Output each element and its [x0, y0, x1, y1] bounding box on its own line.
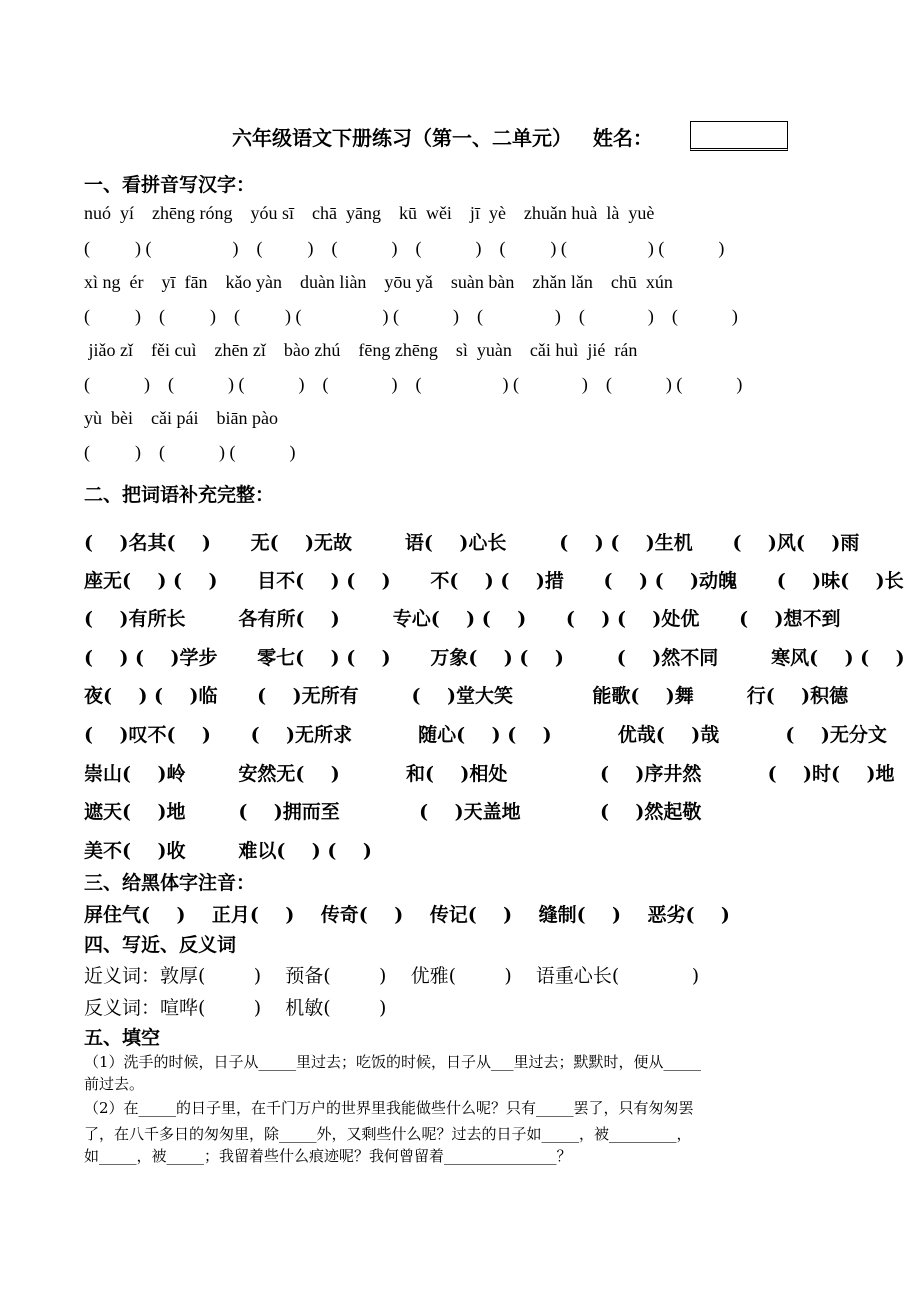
answer-row[interactable]: ( ) ( ) ( ) ( ) ( ) ( ) ( ) ( )	[84, 374, 743, 394]
section-1-heading: 一、看拼音写汉字：	[84, 174, 256, 196]
antonyms-row[interactable]: 反义词：喧哗( ) 机敏( )	[84, 997, 387, 1019]
idiom-row[interactable]: ( )有所长 各有所( ) 专心( ) ( ) ( ) ( )处优 ( )想不到	[84, 608, 841, 630]
idiom-row[interactable]: 崇山( )岭 安然无( ) 和( )相处 ( )序井然 ( )时( )地	[84, 763, 895, 785]
synonyms-row[interactable]: 近义词：敦厚( ) 预备( ) 优雅( ) 语重心长( )	[84, 965, 700, 987]
answer-row[interactable]: ( ) ( ) ( ) ( ) ( ) ( ) ( ) ( )	[84, 238, 725, 258]
fill-line[interactable]: （1）洗手的时候，日子从_____里过去；吃饭的时候，日子从___里过去；默默时，便从_____	[84, 1053, 702, 1071]
pinyin-row: jiǎo zǐ fěi cuì zhēn zǐ bào zhú fēng zhēng sì yuàn cǎi huì jié rán	[84, 340, 638, 360]
section-3-heading: 三、给黑体字注音：	[84, 872, 256, 894]
answer-row[interactable]: ( ) ( ) ( )	[84, 442, 296, 462]
section-5-heading: 五、填空	[84, 1027, 161, 1049]
pinyin-annotation-row[interactable]: 屏住气( ) 正月( ) 传奇( ) 传记( ) 缝制( ) 恶劣( )	[84, 904, 730, 926]
fill-line[interactable]: 了，在八千多日的匆匆里，除_____外，又剩些什么呢？过去的日子如_____，被_________，	[84, 1125, 692, 1143]
fill-line[interactable]: （2）在_____的日子里，在千门万户的世界里我能做些什么呢？只有_____罢了，只有匆匆罢	[84, 1099, 694, 1117]
fill-line: 前过去。	[84, 1075, 145, 1093]
fill-line[interactable]: 如_____，被_____；我留着些什么痕迹呢？我何曾留着_______________？	[84, 1147, 572, 1165]
idiom-row[interactable]: 美不( )收 难以( ) ( )	[84, 840, 372, 862]
idiom-row[interactable]: 遮天( )地 ( )拥而至 ( )天盖地 ( )然起敬	[84, 801, 702, 823]
idiom-row[interactable]: ( )叹不( ) ( )无所求 随心( ) ( ) 优哉( )哉 ( )无分文	[84, 724, 887, 746]
idiom-row[interactable]: ( ) ( )学步 零七( ) ( ) 万象( ) ( ) ( )然不同 寒风( ) ( )	[84, 647, 905, 669]
pinyin-row: yù bèi cǎi pái biān pào	[84, 408, 278, 428]
pinyin-row: nuó yí zhēng róng yóu sī chā yāng kū wěi jī yè zhuǎn huà là yuè	[84, 203, 655, 223]
section-2-heading: 二、把词语补充完整：	[84, 484, 275, 506]
pinyin-row: xì ng ér yī fān kǎo yàn duàn liàn yōu yǎ suàn bàn zhǎn lǎn chū xún	[84, 272, 673, 292]
name-input-box[interactable]	[690, 121, 788, 151]
idiom-row[interactable]: ( )名其( ) 无( )无故 语( )心长 ( ) ( )生机 ( )风( )雨	[84, 532, 860, 554]
page-title: 六年级语文下册练习（第一、二单元） 姓名：	[232, 126, 653, 150]
section-4-heading: 四、写近、反义词	[84, 934, 237, 956]
answer-row[interactable]: ( ) ( ) ( ) ( ) ( ) ( ) ( ) ( )	[84, 306, 738, 326]
idiom-row[interactable]: 夜( ) ( )临 ( )无所有 ( )堂大笑 能歌( )舞 行( )积德	[84, 685, 849, 707]
idiom-row[interactable]: 座无( ) ( ) 目不( ) ( ) 不( ) ( )措 ( ) ( )动魄 ( )味( )长	[84, 570, 904, 592]
